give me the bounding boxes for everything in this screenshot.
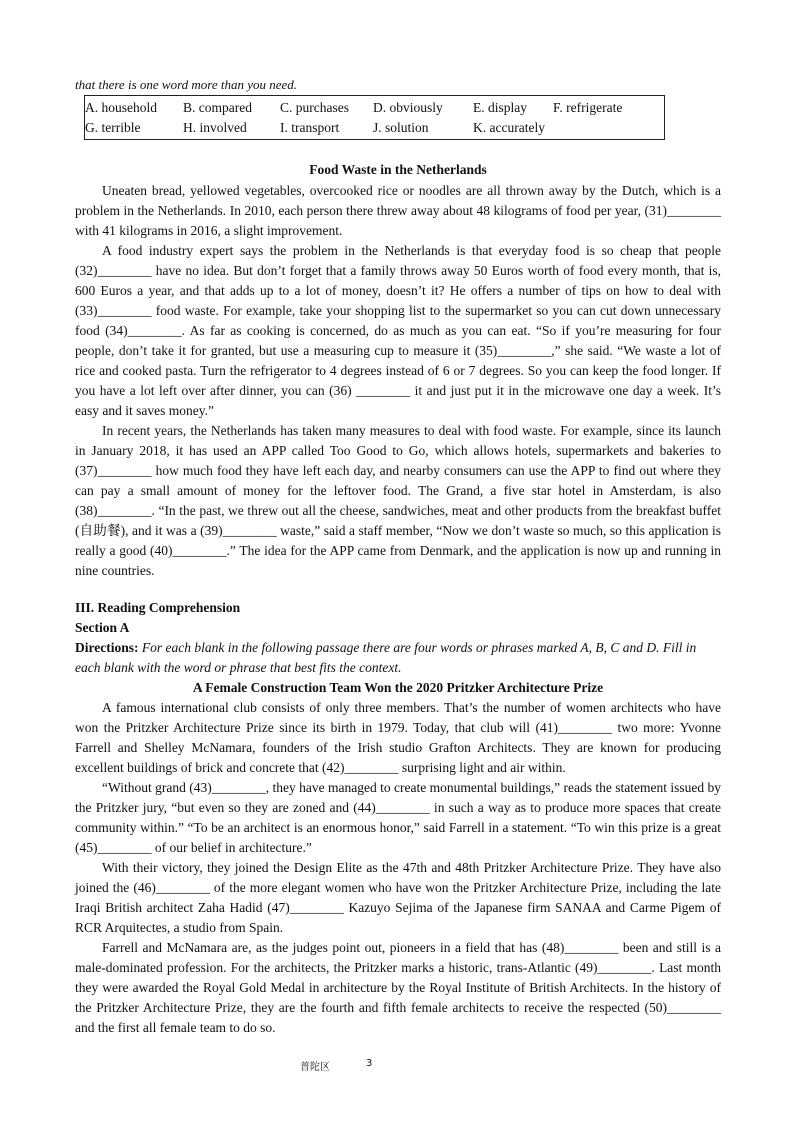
passage-title: A Female Construction Team Won the 2020 Pritzker Architecture Prize [192,680,604,695]
passage-title: Food Waste in the Netherlands [309,162,487,177]
word-option: B. compared [183,100,252,115]
paragraph: A food industry expert says the problem in the Netherlands is that everyday food is so cheap that people (32)________ have no idea. But don’t forget that a family throws away 50 Euros worth of food every month, that is, 600 Euros a year, and that adds up to a lot of money, doesn’t it? He offers a number of tips on how to deal with (33)________ food waste. For example, take your shopping list to the supermarket so you can cut down unnecessary food (34)________. As far as cooking is concerned, do as much as you can eat. “So if you’re measuring for four people, don’t take it for granted, but use a measuring cup to measure it (35)________,” she said. “We waste a lot of rice and cooked pasta. Turn the refrigerator to 4 degrees instead of 6 or 7 degrees. So you can keep the food longer. If you have a lot left over after dinner, you can (36) ________ it and just put it in the microwave one day a week. It’s easy and it saves money.” [75,243,721,418]
paragraph: “Without grand (43)________, they have managed to create monumental buildings,” reads the statement issued by the Pritzker jury, “but even so they are zoned and (44)________ in such a way as to produce more spaces that create community within.” “To be an architect is an enormous honor,” said Farrell in a statement. “To win this prize is a great (45)________ of our belief in architecture.” [75,780,721,855]
word-option: C. purchases [280,100,349,115]
section-subheading: Section A [75,620,130,635]
paragraph: With their victory, they joined the Design Elite as the 47th and 48th Pritzker Architecture Prize. They have also joined the (46)________ of the more elegant women who have won the Pritzker Architecture Prize, including the late Iraqi British architect Zaha Hadid (47)________ Kazuyo Sejima of the Japanese firm SANAA and Carme Pigem of RCR Arquitectes, a studio from Spain. [75,860,721,935]
word-option: E. display [473,100,527,115]
word-bank-row [85,118,664,138]
word-bank-row [85,98,664,118]
district-label: 普陀区 [300,1062,330,1073]
word-option: H. involved [183,120,247,135]
page-number: 3 [366,1058,373,1069]
word-option: K. accurately [473,120,545,135]
word-option: G. terrible [85,120,141,135]
word-bank-box [84,95,665,140]
reading-comprehension-section [75,598,721,1038]
word-option: F. refrigerate [553,100,623,115]
word-option: A. household [85,100,157,115]
directions-text: For each blank in the following passage there are four words or phrases marked A, B, C and D. Fill in each blank with the word or phrase that best fits the context. [75,640,697,675]
instruction-continuation: that there is one word more than you need. [75,77,298,92]
paragraph: In recent years, the Netherlands has taken many measures to deal with food waste. For example, since its launch in January 2018, it has used an APP called Too Good to Go, which allows hotels, supermarkets and bakeries to (37)________ how much food they have left each day, and nearby consumers can use the APP to find out where they can pay a small amount of money for the leftover food. The Grand, a five star hotel in Amsterdam, is also (38)________. “In the past, we threw out all the cheese, sandwiches, meat and other products from the breakfast buffet (自助餐), and it was a (39)________ waste,” said a staff member, “Now we don’t waste so much, so this application is really a good (40)________.” The idea for the APP came from Denmark, and the application is now up and running in nine countries. [75,423,721,578]
paragraph: Uneaten bread, yellowed vegetables, overcooked rice or noodles are all thrown away by the Dutch, which is a problem in the Netherlands. In 2010, each person there threw away about 48 kilograms of food per year, (31)________ with 41 kilograms in 2016, a slight improvement. [75,183,721,238]
word-option: J. solution [373,120,429,135]
passage-food-waste [75,159,721,581]
paragraph: A famous international club consists of only three members. That’s the number of women architects who have won the Pritzker Architecture Prize since its birth in 1979. Today, that club will (41)________ two more: Yvonne Farrell and Shelley McNamara, founders of the Irish studio Grafton Architects. They are known for producing excellent buildings of brick and concrete that (42)________ surprising light and air within. [75,700,721,775]
page-footer [0,1058,794,1074]
paragraph: Farrell and McNamara are, as the judges point out, pioneers in a field that has (48)________ been and still is a male-dominated profession. For the architects, the Pritzker marks a historic, trans-Atlantic (49)________. Last month they were awarded the Royal Gold Medal in architecture by the Royal Institute of British Architects. In the history of the Pritzker Architecture Prize, they are the fourth and fifth female architects to receive the respected (50)________ and the first all female team to do so. [75,940,721,1035]
section-heading: III. Reading Comprehension [75,600,241,615]
directions [75,638,721,678]
word-option: D. obviously [373,100,443,115]
directions-label: Directions: [75,640,139,655]
word-option: I. transport [280,120,340,135]
